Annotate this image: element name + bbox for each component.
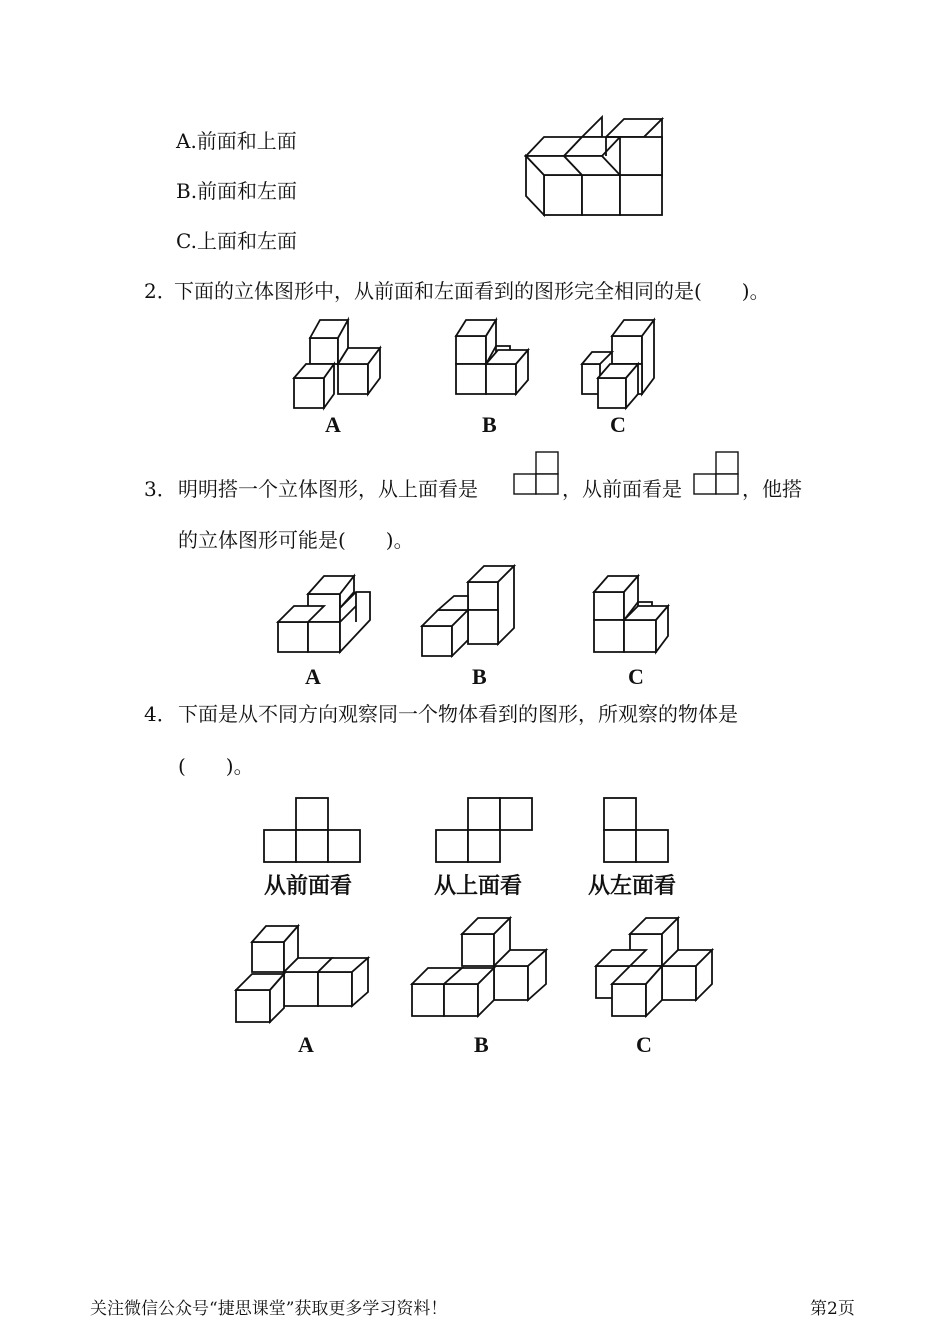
q3-top-view-icon: [512, 450, 560, 496]
q1-option-b: B.前面和左面: [176, 179, 298, 203]
q2-figure-b: [452, 318, 542, 398]
q4-label-c: C: [636, 1032, 652, 1057]
page-number: 第2页: [810, 1299, 855, 1319]
q4-caption-front: 从前面看: [264, 874, 353, 899]
q2-label-b: B: [482, 412, 497, 437]
q2-label-c: C: [610, 412, 626, 437]
q4-figure-a: [232, 922, 376, 1028]
q2-figure-a: [290, 318, 390, 410]
q2-label-a: A: [325, 412, 341, 437]
q4-number: 4．: [144, 702, 177, 726]
q3-figure-c: [590, 572, 676, 656]
q1-cube-figure: [520, 110, 670, 222]
q4-text: 下面是从不同方向观察同一个物体看到的图形，所观察的物体是: [178, 702, 738, 726]
q3-figure-a: [276, 572, 376, 656]
q4-caption-left: 从左面看: [588, 874, 677, 899]
q3-text-part3: ，他搭: [742, 477, 802, 501]
q4-front-view: [262, 796, 362, 866]
q3-label-b: B: [472, 664, 487, 689]
q3-number: 3．: [144, 477, 177, 501]
q1-option-a: A.前面和上面: [176, 129, 297, 153]
q4-figure-c: [592, 914, 718, 1020]
q2-text: 下面的立体图形中，从前面和左面看到的图形完全相同的是( )。: [174, 279, 770, 303]
q2-figure-c: [578, 318, 668, 410]
q1-option-c: C.上面和左面: [176, 229, 297, 253]
q4-text-line2: ( )。: [178, 754, 254, 778]
q3-text-part2: ，从前面看是: [562, 477, 682, 501]
q4-figure-b: [408, 914, 552, 1020]
footer-note: 关注微信公众号“捷思课堂”获取更多学习资料！: [90, 1299, 448, 1319]
q2-number: 2．: [144, 279, 177, 303]
q4-top-view: [434, 796, 534, 866]
q4-label-b: B: [474, 1032, 489, 1057]
q4-caption-top: 从上面看: [434, 874, 523, 899]
q4-left-view: [602, 796, 672, 866]
q3-text-line2: 的立体图形可能是( )。: [178, 528, 414, 552]
q3-label-a: A: [305, 664, 321, 689]
q3-label-c: C: [628, 664, 644, 689]
q3-front-view-icon: [692, 450, 740, 496]
q3-figure-b: [418, 562, 522, 660]
q4-label-a: A: [298, 1032, 314, 1057]
q3-text-part1: 明明搭一个立体图形，从上面看是: [178, 477, 478, 501]
